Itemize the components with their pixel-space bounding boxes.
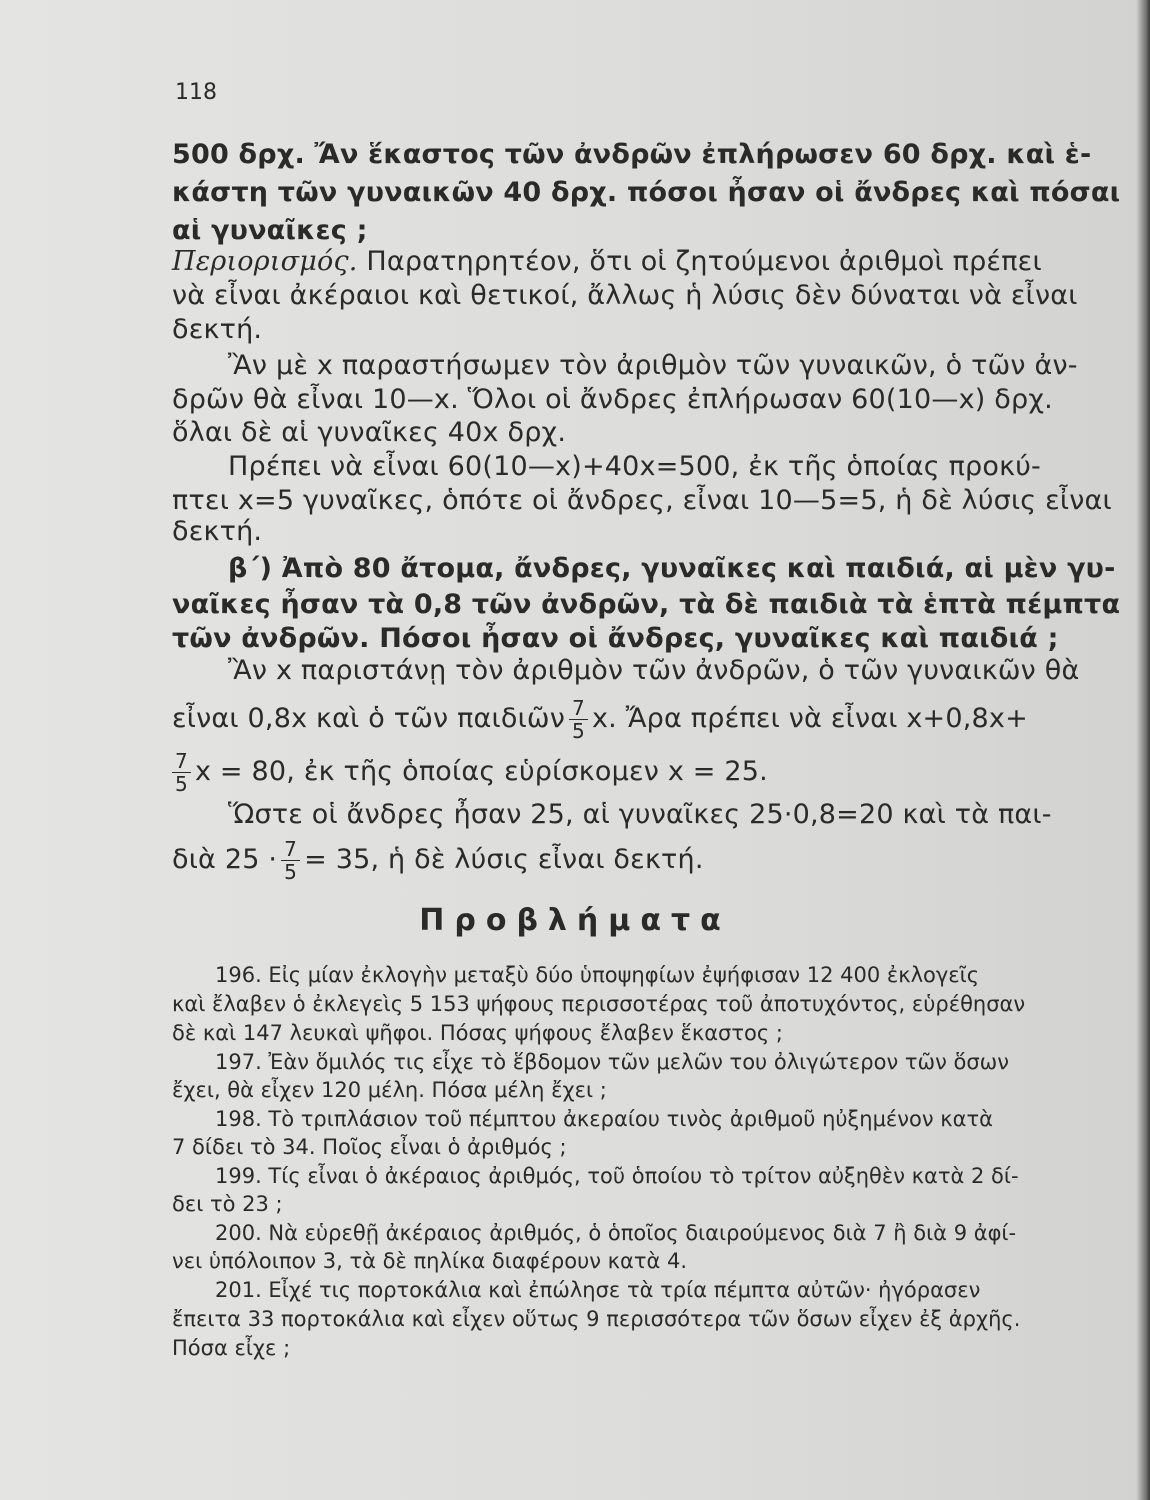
text-line-1: 500 δρχ. Ἄν ἕκαστος τῶν ἀνδρῶν ἐπλήρωσεν 60 δρχ. καὶ ἑ-: [172, 139, 1092, 170]
text-line-20: [172, 838, 1084, 883]
problems-heading: Προβλήματα: [419, 903, 731, 938]
text-line-20-end: = 35, ἡ δὲ λύσις εἶναι δεκτή.: [304, 844, 704, 875]
problem-201-line-1: 201. Εἶχέ τις πορτοκάλια καὶ ἐπώλησε τὰ τρία πέμπτα αὐτῶν· ἠγόρασεν: [215, 1278, 981, 1302]
problem-201-line-3: Πόσα εἶχε ;: [172, 1336, 291, 1360]
text-line-4-rest: Παρατηρητέον, ὅτι οἱ ζητούμενοι ἀριθμοὶ πρέπει: [357, 246, 1042, 277]
text-line-4: [172, 243, 1084, 281]
text-line-5: νὰ εἶναι ἀκέραιοι καὶ θετικοί, ἄλλως ἡ λύσις δὲν δύναται νὰ εἶναι: [172, 280, 1078, 311]
fraction-numerator: 7: [172, 750, 191, 773]
text-line-12: δεκτή.: [172, 516, 263, 547]
text-line-3: αἱ γυναῖκες ;: [172, 215, 368, 246]
problem-200-line-1: 200. Νὰ εὑρεθῇ ἀκέραιος ἀριθμός, ὁ ὁποῖος διαιρούμενος διὰ 7 ἢ διὰ 9 ἀφί-: [215, 1221, 1017, 1245]
text-line-19: Ὥστε οἱ ἄνδρες ἦσαν 25, αἱ γυναῖκες 25·0,8=20 καὶ τὰ παι-: [228, 799, 1052, 830]
problem-200-line-2: νει ὑπόλοιπον 3, τὰ δὲ πηλίκα διαφέρουν κατὰ 4.: [172, 1249, 688, 1273]
text-line-7: Ἂν μὲ x παραστήσωμεν τὸν ἀριθμὸν τῶν γυναικῶν, ὁ τῶν ἀν-: [228, 350, 1078, 381]
page-number: 118: [175, 80, 217, 105]
fraction-numerator: 7: [569, 697, 588, 720]
problem-198-line-1: 198. Τὸ τριπλάσιον τοῦ πέμπτου ἀκεραίου τινὸς ἀριθμοῦ ηὐξημένον κατὰ: [215, 1107, 993, 1131]
text-line-17: [172, 697, 1084, 742]
fraction-seven-fifths: [172, 750, 191, 795]
text-line-20-start: διὰ 25 ·: [172, 844, 278, 875]
problem-199-line-1: 199. Τίς εἶναι ὁ ἀκέραιος ἀριθμός, τοῦ ὁποίου τὸ τρίτον αὐξηθὲν κατὰ 2 δί-: [215, 1164, 1019, 1188]
problem-196-line-3: δὲ καὶ 147 λευκαὶ ψῆφοι. Πόσας ψήφους ἔλαβεν ἕκαστος ;: [172, 1021, 783, 1045]
text-line-17-end: x. Ἄρα πρέπει νὰ εἶναι x+0,8x+: [591, 703, 1028, 734]
text-line-2: κάστη τῶν γυναικῶν 40 δρχ. πόσοι ἦσαν οἱ ἄνδρες καὶ πόσαι: [172, 177, 1121, 208]
fraction-denominator: 5: [175, 772, 188, 796]
text-line-17-start: εἶναι 0,8x καὶ ὁ τῶν παιδιῶν: [172, 703, 566, 734]
section-label-periorismos: Περιορισμός.: [172, 246, 358, 277]
text-line-6: δεκτή.: [172, 314, 263, 345]
text-line-11: πτει x=5 γυναῖκες, ὁπότε οἱ ἄνδρες, εἶναι 10—5=5, ἡ δὲ λύσις εἶναι: [172, 485, 1112, 516]
text-line-16: Ἂν x παριστάνῃ τὸν ἀριθμὸν τῶν ἀνδρῶν, ὁ τῶν γυναικῶν θὰ: [228, 655, 1080, 686]
fraction-denominator: 5: [284, 860, 298, 884]
problem-197-line-1: 197. Ἐὰν ὅμιλός τις εἶχε τὸ ἕβδομον τῶν μελῶν του ὀλιγώτερον τῶν ὅσων: [215, 1050, 1009, 1074]
fraction-seven-fifths: [569, 697, 588, 742]
problem-198-line-2: 7 δίδει τὸ 34. Ποῖος εἶναι ὁ ἀριθμός ;: [172, 1135, 567, 1159]
fraction-seven-fifths: [281, 838, 300, 883]
problem-196-line-2: καὶ ἔλαβεν ὁ ἐκλεγεὶς 5 153 ψήφους περισσοτέρας τοῦ ἀποτυχόντος, εὑρέθησαν: [172, 992, 1026, 1016]
text-line-13: β΄) Ἀπὸ 80 ἄτομα, ἄνδρες, γυναῖκες καὶ παιδιά, αἱ μὲν γυ-: [228, 553, 1116, 584]
text-line-10: Πρέπει νὰ εἶναι 60(10—x)+40x=500, ἐκ τῆς ὁποίας προκύ-: [228, 451, 1041, 482]
book-spine-shadow: [1136, 0, 1150, 1500]
problem-196-line-1: 196. Εἰς μίαν ἐκλογὴν μεταξὺ δύο ὑποψηφίων ἐψήφισαν 12 400 ἐκλογεῖς: [215, 963, 980, 987]
text-line-18-rest: x = 80, ἐκ τῆς ὁποίας εὑρίσκομεν x = 25.: [194, 756, 768, 787]
problem-201-line-2: ἔπειτα 33 πορτοκάλια καὶ εἶχεν οὕτως 9 περισσότερα τῶν ὅσων εἶχεν ἐξ ἀρχῆς.: [172, 1307, 1021, 1331]
text-line-14: ναῖκες ἦσαν τὰ 0,8 τῶν ἀνδρῶν, τὰ δὲ παιδιὰ τὰ ἑπτὰ πέμπτα: [172, 589, 1121, 620]
text-line-18: [172, 750, 1084, 795]
fraction-denominator: 5: [572, 719, 585, 743]
fraction-numerator: 7: [281, 838, 300, 861]
text-line-8: δρῶν θὰ εἶναι 10—x. Ὅλοι οἱ ἄνδρες ἐπλήρωσαν 60(10—x) δρχ.: [172, 384, 1053, 415]
problem-197-line-2: ἔχει, θὰ εἶχεν 120 μέλη. Πόσα μέλη ἔχει ;: [172, 1078, 607, 1102]
problem-199-line-2: δει τὸ 23 ;: [172, 1192, 283, 1216]
text-line-15: τῶν ἀνδρῶν. Πόσοι ἦσαν οἱ ἄνδρες, γυναῖκες καὶ παιδιά ;: [172, 623, 1059, 654]
text-line-9: ὅλαι δὲ αἱ γυναῖκες 40x δρχ.: [172, 417, 567, 448]
